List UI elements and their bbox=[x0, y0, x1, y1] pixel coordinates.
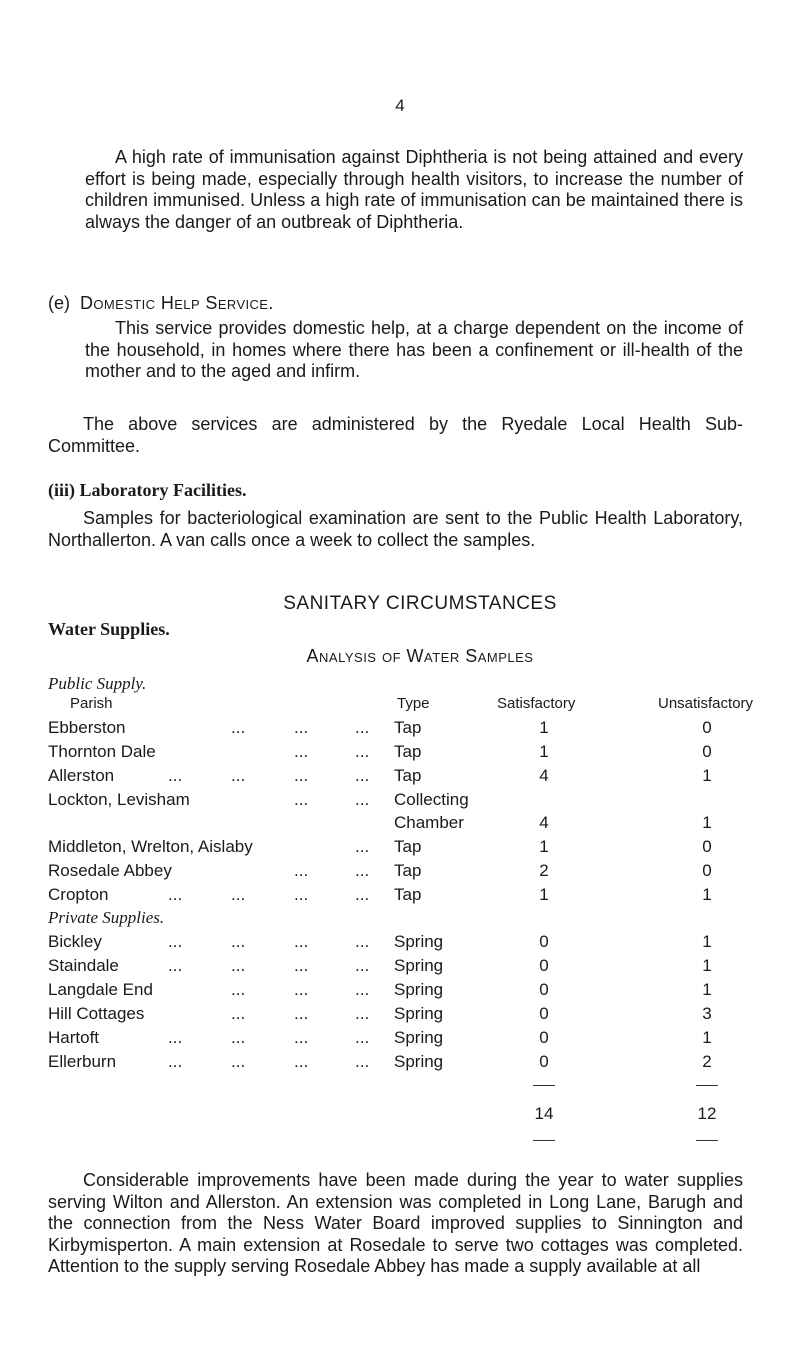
cell-type: Tap bbox=[394, 885, 422, 904]
leader-dots: ... bbox=[231, 766, 246, 785]
cell-parish: Staindale bbox=[48, 956, 119, 975]
cell-satisfactory: 1 bbox=[539, 742, 549, 761]
cell-satisfactory: 0 bbox=[539, 1004, 549, 1023]
item-e-title: Domestic Help Service. bbox=[80, 293, 274, 313]
leader-dots: ... bbox=[355, 932, 370, 951]
cell-type: Tap bbox=[394, 742, 422, 761]
cell-parish: Lockton, Levisham bbox=[48, 790, 190, 809]
leader-dots: ... bbox=[355, 1004, 370, 1023]
total-rule-top bbox=[533, 1085, 555, 1086]
leader-dots: ... bbox=[355, 956, 370, 975]
cell-unsatisfactory: 3 bbox=[702, 1004, 712, 1023]
table-row bbox=[0, 837, 800, 859]
cell-unsatisfactory: 1 bbox=[702, 980, 712, 999]
paragraph-immunisation: A high rate of immunisation against Diphtheria is not being attained and every effort is being made, especially through health visitors, to increase the number of children immunised. Unless a high rate of immunisation can be maintained there is always the danger of an outbreak of Diphtheria. bbox=[85, 147, 743, 232]
total-rule-bottom bbox=[696, 1140, 718, 1141]
leader-dots: ... bbox=[355, 885, 370, 904]
cell-type: Collecting bbox=[394, 790, 469, 809]
leader-dots: ... bbox=[168, 766, 183, 785]
cell-unsatisfactory: 1 bbox=[702, 1028, 712, 1047]
leader-dots: ... bbox=[294, 790, 309, 809]
table-row bbox=[0, 790, 800, 812]
cell-type: Tap bbox=[394, 837, 422, 856]
leader-dots: ... bbox=[294, 742, 309, 761]
cell-type: Spring bbox=[394, 932, 444, 951]
leader-dots: ... bbox=[294, 980, 309, 999]
analysis-title: Analysis of Water Samples bbox=[306, 646, 534, 666]
leader-dots: ... bbox=[231, 885, 246, 904]
cell-parish: Ebberston bbox=[48, 718, 126, 737]
cell-unsatisfactory: 0 bbox=[702, 718, 712, 737]
cell-unsatisfactory: 2 bbox=[702, 1052, 712, 1071]
total-satisfactory: 14 bbox=[534, 1104, 554, 1123]
cell-parish: Allerston bbox=[48, 766, 115, 785]
leader-dots: ... bbox=[355, 1028, 370, 1047]
cell-parish: Ellerburn bbox=[48, 1052, 117, 1071]
cell-satisfactory: 1 bbox=[539, 885, 549, 904]
leader-dots: ... bbox=[231, 932, 246, 951]
cell-parish: Langdale End bbox=[48, 980, 153, 999]
table-row bbox=[0, 742, 800, 764]
cell-satisfactory: 0 bbox=[539, 980, 549, 999]
leader-dots: ... bbox=[231, 1004, 246, 1023]
leader-dots: ... bbox=[168, 932, 183, 951]
leader-dots: ... bbox=[294, 1004, 309, 1023]
cell-type: Tap bbox=[394, 718, 422, 737]
leader-dots: ... bbox=[231, 718, 246, 737]
leader-dots: ... bbox=[355, 742, 370, 761]
paragraph-administered: The above services are administered by the Ryedale Local Health Sub-Committee. bbox=[48, 414, 743, 456]
table-row bbox=[0, 885, 800, 907]
leader-dots: ... bbox=[294, 766, 309, 785]
leader-dots: ... bbox=[355, 718, 370, 737]
cell-parish: Hartoft bbox=[48, 1028, 100, 1047]
header-type: Type bbox=[397, 695, 430, 712]
cell-unsatisfactory: 1 bbox=[702, 813, 712, 832]
table-row bbox=[0, 980, 800, 1002]
page-number: 4 bbox=[395, 96, 405, 115]
leader-dots: ... bbox=[355, 861, 370, 880]
totals-row bbox=[0, 1104, 800, 1126]
cell-type: Spring bbox=[394, 1052, 444, 1071]
leader-dots: ... bbox=[168, 1028, 183, 1047]
paragraph-laboratory: Samples for bacteriological examination are sent to the Public Health Laboratory, Northallerton. A van calls once a week to collect the samples. bbox=[48, 508, 743, 550]
leader-dots: ... bbox=[294, 1052, 309, 1071]
cell-unsatisfactory: 1 bbox=[702, 766, 712, 785]
leader-dots: ... bbox=[294, 885, 309, 904]
paragraph-improvements: Considerable improvements have been made during the year to water supplies serving Wilton and Allerston. An extension was completed in Long Lane, Barugh and the connection from the Ness Water Board improved supplies to Sinnington and Kirbymisperton. A main extension at Rosedale to serve two cottages was completed. Attention to the supply serving Rosedale Abbey has made a supply available at all bbox=[48, 1170, 743, 1276]
leader-dots: ... bbox=[294, 861, 309, 880]
table-row bbox=[0, 956, 800, 978]
leader-dots: ... bbox=[294, 1028, 309, 1047]
cell-satisfactory: 1 bbox=[539, 718, 549, 737]
leader-dots: ... bbox=[355, 1052, 370, 1071]
leader-dots: ... bbox=[355, 790, 370, 809]
cell-satisfactory: 0 bbox=[539, 956, 549, 975]
cell-parish: Hill Cottages bbox=[48, 1004, 145, 1023]
cell-type: Tap bbox=[394, 861, 422, 880]
leader-dots: ... bbox=[231, 980, 246, 999]
leader-dots: ... bbox=[168, 956, 183, 975]
cell-satisfactory: 0 bbox=[539, 1028, 549, 1047]
leader-dots: ... bbox=[168, 885, 183, 904]
total-rule-bottom bbox=[533, 1140, 555, 1141]
header-unsatisfactory: Unsatisfactory bbox=[658, 695, 754, 712]
cell-satisfactory: 1 bbox=[539, 837, 549, 856]
cell-satisfactory: 2 bbox=[539, 861, 549, 880]
table-row bbox=[0, 1028, 800, 1050]
table-row bbox=[0, 932, 800, 954]
leader-dots: ... bbox=[355, 837, 370, 856]
leader-dots: ... bbox=[231, 956, 246, 975]
cell-satisfactory: 4 bbox=[539, 813, 549, 832]
leader-dots: ... bbox=[231, 1052, 246, 1071]
cell-satisfactory: 0 bbox=[539, 1052, 549, 1071]
leader-dots: ... bbox=[355, 766, 370, 785]
cell-parish: Rosedale Abbey bbox=[48, 861, 172, 880]
heading-laboratory-facilities: (iii) Laboratory Facilities. bbox=[48, 480, 247, 500]
cell-unsatisfactory: 1 bbox=[702, 956, 712, 975]
cell-parish: Bickley bbox=[48, 932, 102, 951]
table-row bbox=[0, 861, 800, 883]
cell-satisfactory: 0 bbox=[539, 932, 549, 951]
water-supplies-heading: Water Supplies. bbox=[48, 619, 170, 639]
cell-satisfactory: 4 bbox=[539, 766, 549, 785]
cell-unsatisfactory: 0 bbox=[702, 837, 712, 856]
cell-unsatisfactory: 1 bbox=[702, 932, 712, 951]
cell-type: Spring bbox=[394, 980, 444, 999]
cell-type: Tap bbox=[394, 766, 422, 785]
leader-dots: ... bbox=[294, 956, 309, 975]
total-unsatisfactory: 12 bbox=[697, 1104, 717, 1123]
cell-unsatisfactory: 1 bbox=[702, 885, 712, 904]
total-rule-top bbox=[696, 1085, 718, 1086]
cell-type: Spring bbox=[394, 1004, 444, 1023]
cell-parish: Thornton Dale bbox=[48, 742, 156, 761]
leader-dots: ... bbox=[231, 1028, 246, 1047]
cell-unsatisfactory: 0 bbox=[702, 742, 712, 761]
table-row bbox=[0, 766, 800, 788]
cell-type: Spring bbox=[394, 1028, 444, 1047]
cell-parish: Cropton bbox=[48, 885, 109, 904]
public-supply-heading: Public Supply. bbox=[48, 674, 147, 693]
cell-unsatisfactory: 0 bbox=[702, 861, 712, 880]
item-e-label: (e) bbox=[48, 293, 70, 313]
private-supplies-heading: Private Supplies. bbox=[48, 908, 165, 927]
table-row bbox=[0, 1004, 800, 1026]
table-row bbox=[0, 718, 800, 740]
leader-dots: ... bbox=[168, 1052, 183, 1071]
leader-dots: ... bbox=[355, 980, 370, 999]
header-satisfactory: Satisfactory bbox=[497, 695, 576, 712]
leader-dots: ... bbox=[294, 718, 309, 737]
cell-type-continued: Chamber bbox=[394, 813, 464, 832]
item-e-heading bbox=[48, 293, 274, 314]
paragraph-domestic-help: This service provides domestic help, at a charge dependent on the income of the household, in homes where there has been a confinement or ill-health of the mother and to the aged and infirm. bbox=[85, 318, 743, 381]
table-row bbox=[0, 813, 800, 835]
section-title: SANITARY CIRCUMSTANCES bbox=[283, 593, 557, 614]
leader-dots: ... bbox=[294, 932, 309, 951]
header-parish: Parish bbox=[70, 695, 113, 712]
cell-parish: Middleton, Wrelton, Aislaby bbox=[48, 837, 253, 856]
cell-type: Spring bbox=[394, 956, 444, 975]
table-row bbox=[0, 1052, 800, 1074]
